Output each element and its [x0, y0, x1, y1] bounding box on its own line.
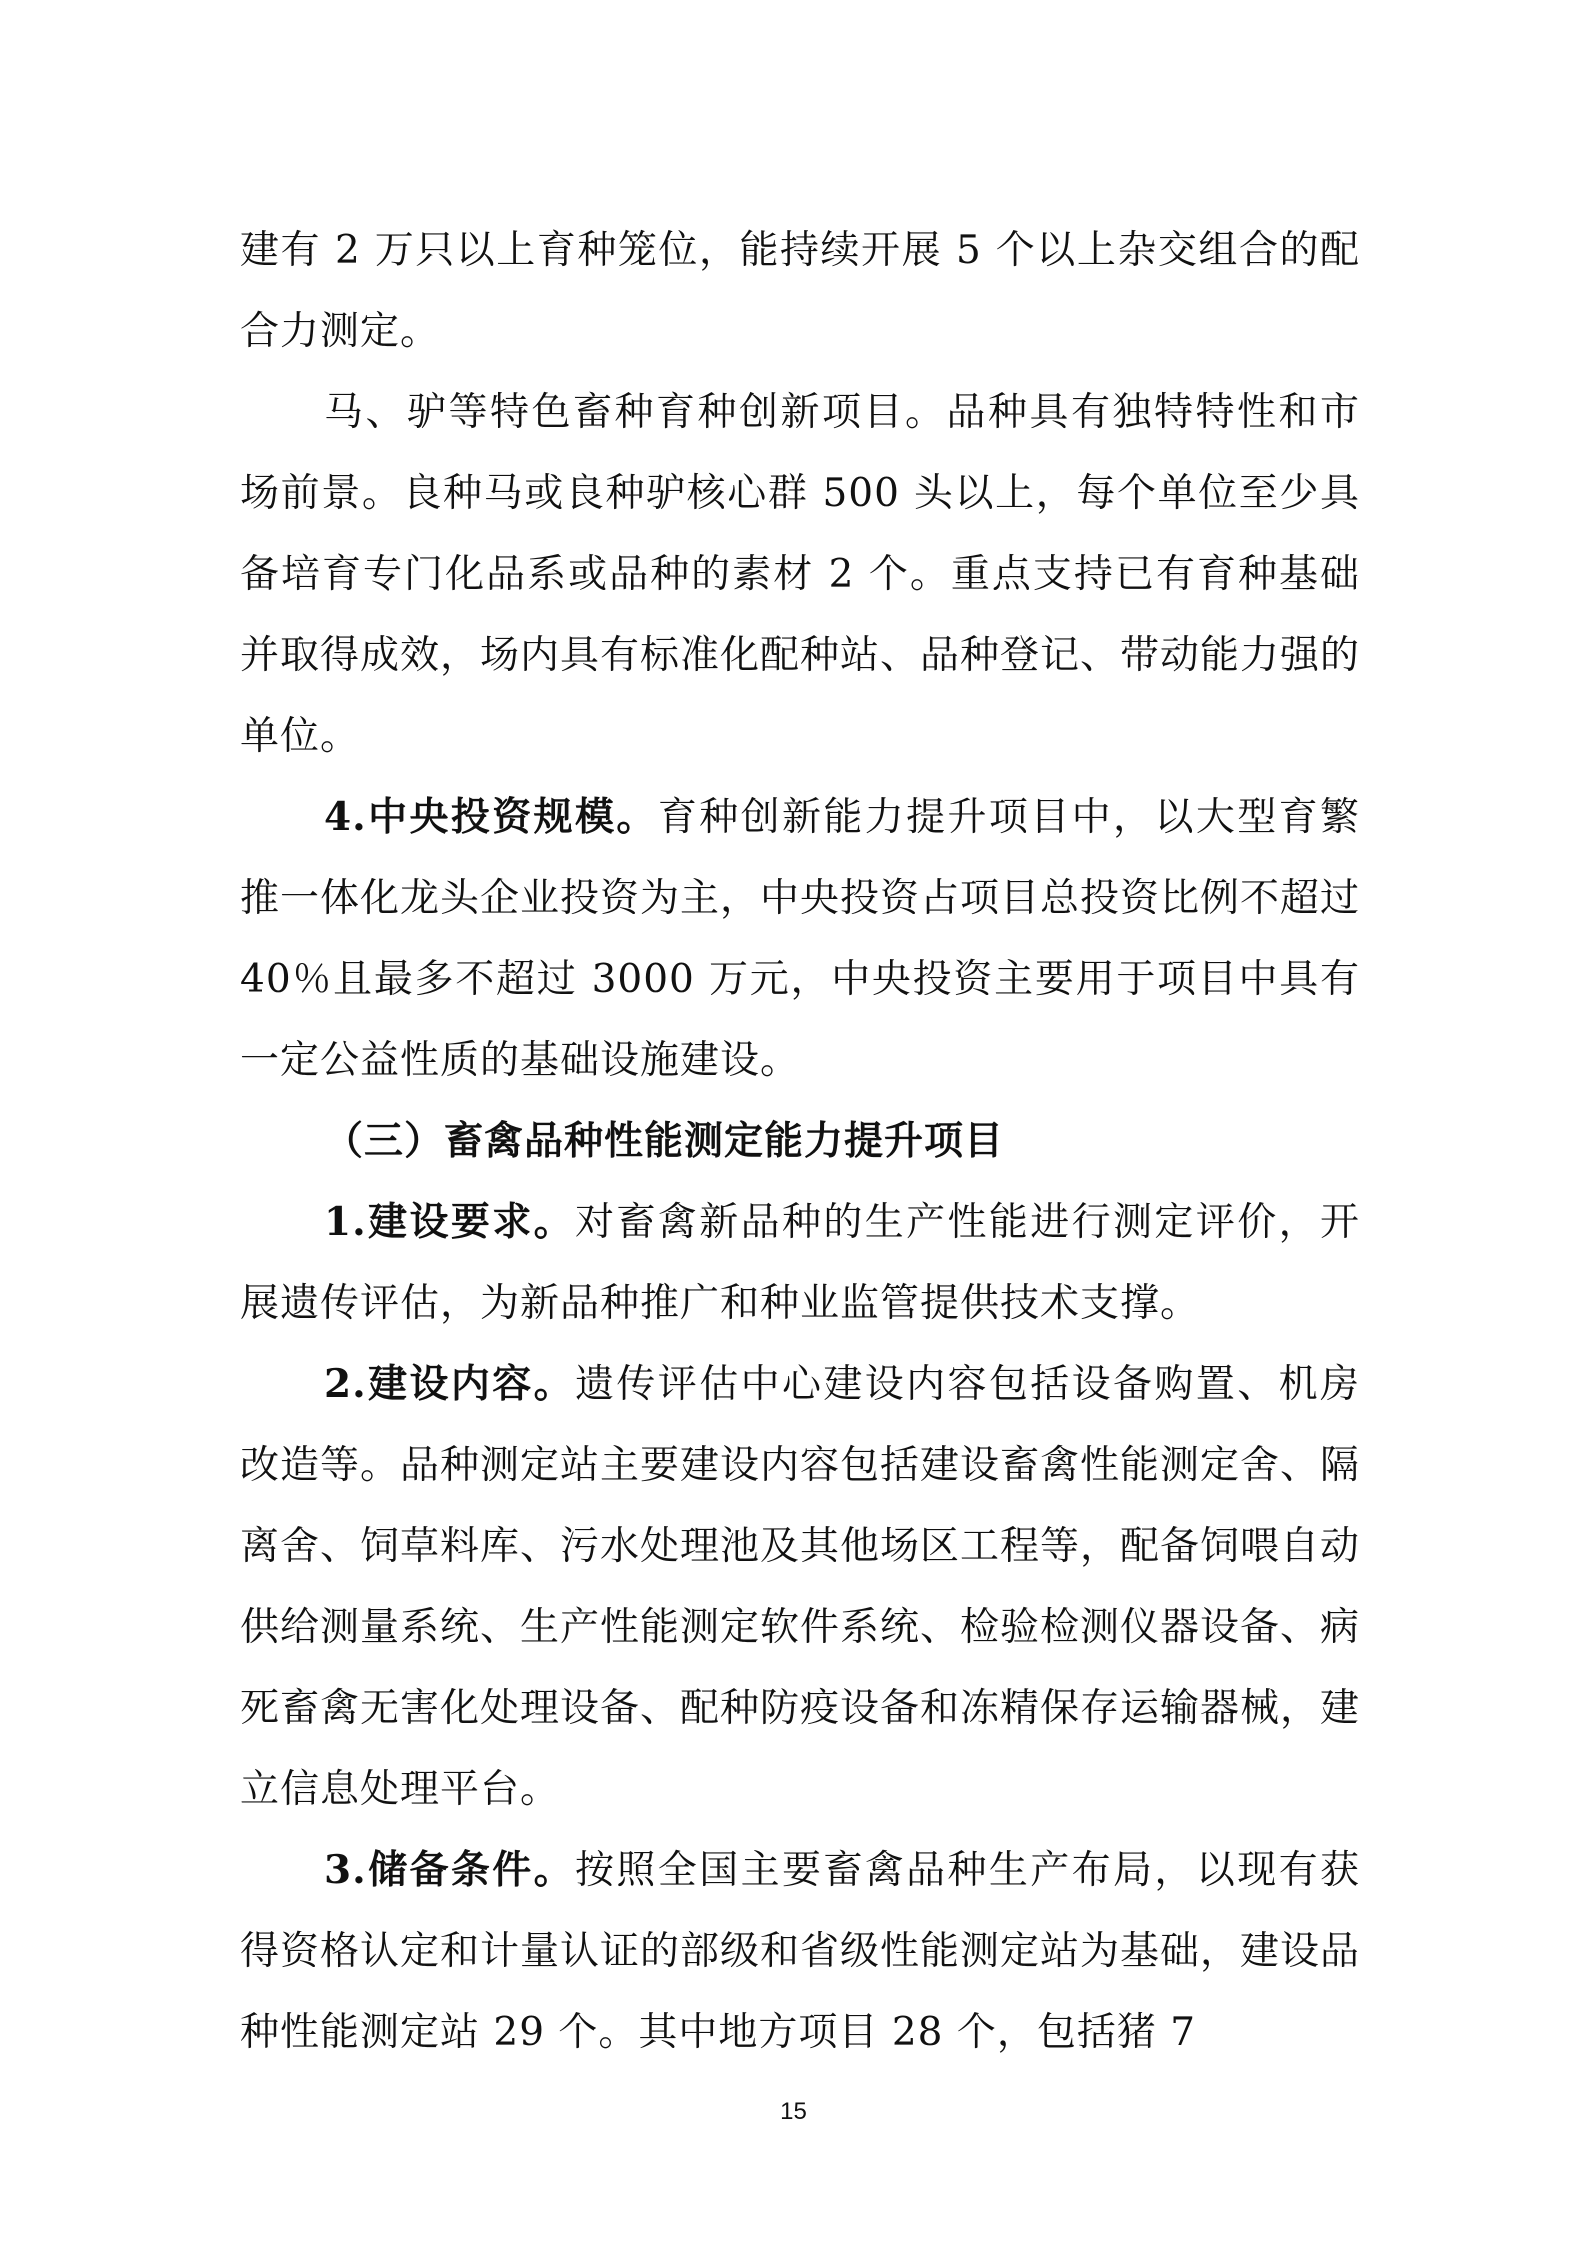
paragraph-continuation: [240, 210, 1360, 372]
paragraph-lead-heading: 3.储备条件。: [324, 1847, 576, 1893]
paragraph-text: 建有 2 万只以上育种笼位，能持续开展 5 个以上杂交组合的配合力测定。: [240, 228, 1360, 354]
paragraph-reserve-conditions: [240, 1830, 1360, 2073]
paragraph-lead-heading: 2.建设内容。: [324, 1361, 576, 1407]
paragraph-text: 按照全国主要畜禽品种生产布局，以现有获得资格认定和计量认证的部级和省级性能测定站为基础，建设品种性能测定站 29 个。其中地方项目 28 个，包括猪 7: [240, 1848, 1361, 2055]
paragraph-text: 马、驴等特色畜种育种创新项目。品种具有独特特性和市场前景。良种马或良种驴核心群 500 头以上，每个单位至少具备培育专门化品系或品种的素材 2 个。重点支持已有育种基础并取得成效，场内具有标准化配种站、品种登记、带动能力强的单位。: [240, 390, 1361, 759]
paragraph-construction-content: [240, 1344, 1360, 1830]
paragraph-lead-heading: 4.中央投资规模。: [324, 794, 658, 840]
section-heading: （三）畜禽品种性能测定能力提升项目: [324, 1118, 1005, 1164]
paragraph-construction-requirements: [240, 1182, 1360, 1344]
paragraph-text: 遗传评估中心建设内容包括设备购置、机房改造等。品种测定站主要建设内容包括建设畜禽性能测定舍、隔离舍、饲草料库、污水处理池及其他场区工程等，配备饲喂自动供给测量系统、生产性能测定软件系统、检验检测仪器设备、病死畜禽无害化处理设备、配种防疫设备和冻精保存运输器械，建立信息处理平台。: [240, 1362, 1361, 1812]
paragraph-lead-heading: 1.建设要求。: [324, 1199, 576, 1245]
paragraph-text: 育种创新能力提升项目中，以大型育繁推一体化龙头企业投资为主，中央投资占项目总投资比例不超过 40％且最多不超过 3000 万元，中央投资主要用于项目中具有一定公益性质的基础设施建设。: [240, 795, 1361, 1083]
page-number: 15: [780, 2098, 807, 2125]
paragraph-horse-donkey: [240, 372, 1360, 777]
paragraph-text: 对畜禽新品种的生产性能进行测定评价，开展遗传评估，为新品种推广和种业监管提供技术支撑。: [240, 1200, 1360, 1326]
paragraph-central-investment: [240, 777, 1360, 1101]
document-body: [240, 210, 1360, 2073]
